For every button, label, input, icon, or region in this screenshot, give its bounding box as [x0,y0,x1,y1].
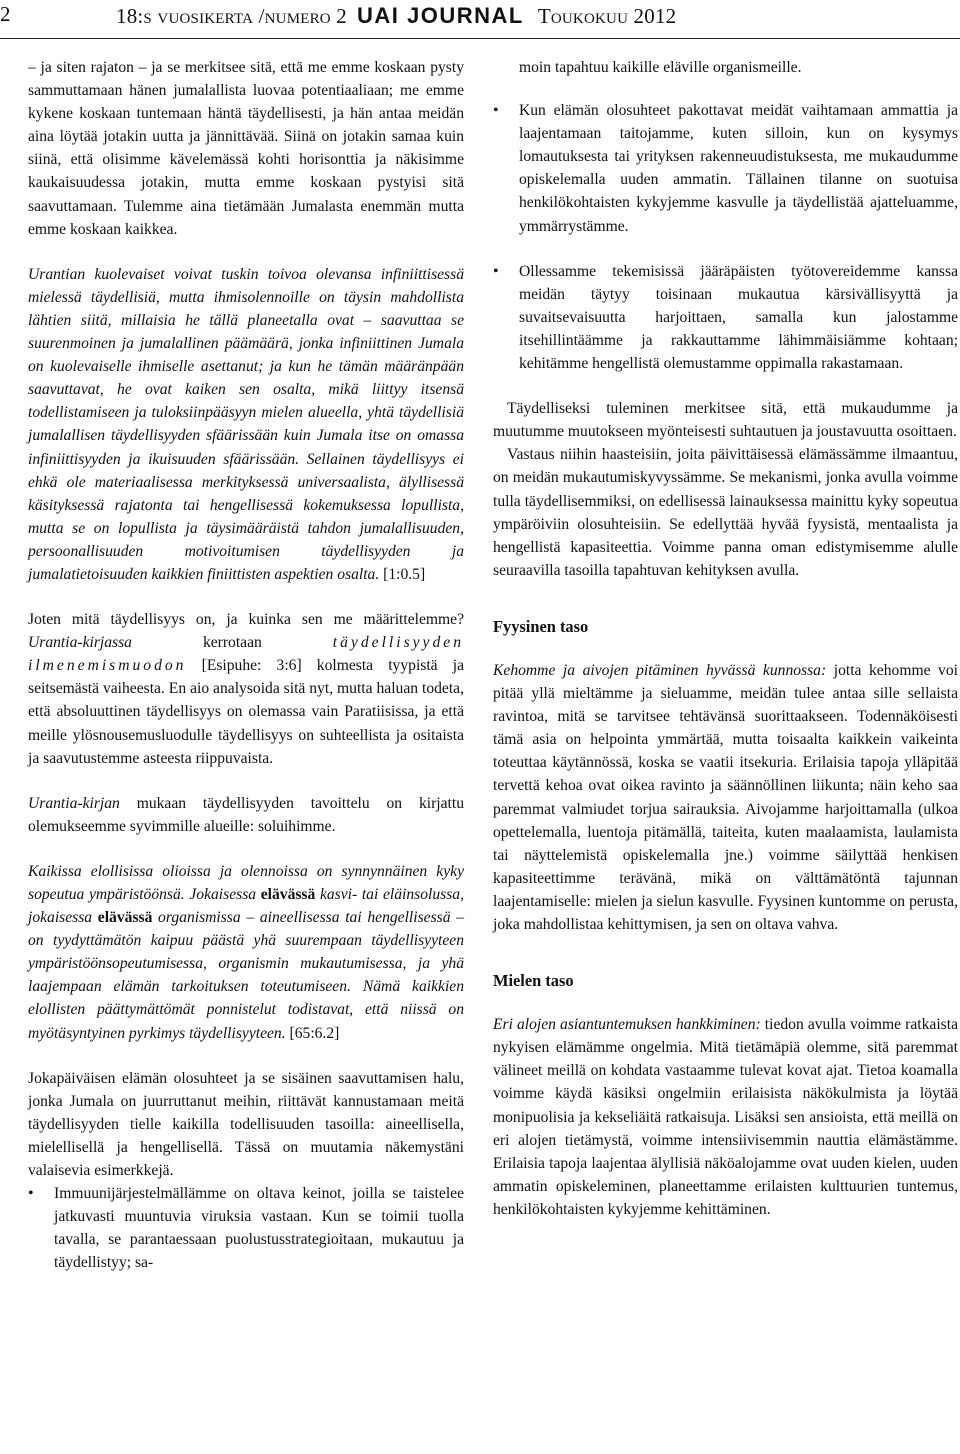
section-heading: Fyysinen taso [493,616,589,636]
paragraph: Vastaus niihin haasteisiin, joita päivittäisessä elämässämme ilmaantuu, on meidän mukautumiskyvyssämme. Se mekanismi, jonka avulla voimme tulla täydellisemmiksi, on edellisessä lainauksessa mainittu kyky sopeutua ympäröiviin olosuhteisiin. Se edellyttää hyvää fyysistä, mentaalista ja hengellistä kapasiteettia. Voimme panna oman edistymisemme alulle seuraavilla tasoilla tapahtuvan kehityksen avulla. [493,446,958,579]
text-run: jotta kehomme voi pitää yllä mieltämme ja sieluamme, meidän tulee antaa sille sellaista ravintoa, mitä se tarvitsee tehtävänsä suorittaakseen. Todennäköisesti tämä asia on helpointa ymmärtää, mutta toisaalta kaikkein vaikeinta toteuttaa käytännössä, koska se vaatii itsekuria. Erilaisia tapoja ylläpitää tervettä kehoa ovat oikea ravinto ja säännöllinen liikunta; näin keho saa paremmat valmiudet torjua sairauksia. Aivojamme harjoittamalla (ulkoa opettelemalla, luentoja pitämällä, taiteita, kuten maalaamista, laulamista tai näyttelemistä opiskelemalla jne.) voimme säilyttää henkisen kapasiteettimme terävänä, mikä on välttämätöntä tajunnan laajentamiselle: mielen ja sielun kasvulle. Fyysinen kuntomme on perusta, joka mahdollistaa kehittymisen, ja sen on oltava vahva. [493,661,958,933]
quote-reference: [65:6.2] [289,1024,340,1042]
bullet-list [28,1182,464,1274]
list-item: • Immuunijärjestelmällämme on oltava keinot, joilla se taistelee jatkuvasti muuntuvia viruksia vastaan. Kun se toimii tuolla tavalla, se parantaessaan puolustusstrategioitaan, mukautuu ja täydellistyy; sa- [28,1182,464,1274]
book-title: Urantia-kirjan [28,794,120,812]
left-column [28,56,464,1275]
running-header [0,0,960,44]
paragraph: – ja siten rajaton – ja se merkitsee sitä, että me emme koskaan pysty sammuttamaan hänen jumalallista luovaa potentiaaliaan; me emme kykene koskaan tuntemaan häntä täydellisesti, ja hän antaa meidän aina löytää jotakin uutta ja jännittävää. Siinä on jotakin samaa kuin siinä, että olisimme kävelemässä kohti horisonttia ja näkisimme kaukaisuudessa jotakin, mutta emme koskaan pystyisi sitä saavuttamaan. Tulemme aina tietämään Jumalasta enemmän mutta emme koskaan kaikkea. [28,59,464,238]
quote-text: kasvi- tai eläinsolussa, jokaisessa [28,886,464,927]
emphasized-term: täydellisyyden ilmenemismuodon [28,634,464,675]
issue-label: 18:s vuosikerta /numero 2 [116,4,347,28]
book-title: Urantia-kirjassa [28,634,132,652]
bold-term: elävässä [97,909,153,927]
journal-title: UAI JOURNAL [357,3,524,28]
quote-text: Urantian kuolevaiset voivat tuskin toivoa olevansa infiniittisessä mielessä täydellisiä, mutta ihmisolennoille on täysin mahdollista lähtien siitä, millaisia he tällä planeetalla ovat – saavuttaa se suurenmoinen ja jumalallinen päämäärä, jonka infiniittinen Jumala on kuolevaiselle ihmiselle asettanut; ja kun he tämän määränpään saavuttavat, he ovat kaiken sen osalta, mikä liittyy itsensä todellistamiseen ja tuloksiinpääsyyn mielen alueella, yhtä täydellisiä jumalallisen täydellisyyden sfäärissään kuin Jumala itse on omassa infiniittisyyden ja ikuisuuden sfäärissään. Sellainen täydellisyys ei ehkä ole materiaalisessa merkityksessä universaalista, älyllisessä käsityksessä rajatonta tai hengellisessä kokemuksessa lopullista, mutta se on lopullista ja täysimääräistä tahdon jumalallisuuden, persoonallisuuden motivoitumisen täydellisyyden ja jumalatietoisuuden kaikkien finiittisten aspektien osalta. [28,265,464,583]
paragraph: Jokapäiväisen elämän olosuhteet ja se sisäinen saavuttamisen halu, jonka Jumala on juurruttanut meihin, riittävät kannustamaan meitä täydellisyyden tielle kaikilla todellisuuden tasoilla: aineellisella, mielellisellä ja hengellisellä. Tässä on muutamia näkemystäni valaisevia esimerkkejä. [28,1069,464,1180]
paragraph [493,659,958,936]
paragraph [28,608,464,770]
quote-reference: [1:0.5] [383,565,426,583]
quote-text: Kaikissa elollisissa olioissa ja olennoissa on synnynnäinen kyky sopeutua ympäristöönsä. Jokaisessa [28,862,464,903]
header-rule [0,38,960,39]
paragraph: moin tapahtuu kaikille eläville organismeille. [519,59,802,76]
paragraph: Täydelliseksi tuleminen merkitsee sitä, että mukaudumme ja muutumme muutokseen myönteisesti suhtautuen ja joustavuutta osoittaen. [493,400,958,441]
text-run: tiedon avulla voimme ratkaista nykyisen elämämme ongelmia. Mitä tietämäpiä olemme, sitä paremmat välineet meillä on kohdata vastaamme tulevat kovat ajat. Tietoa koamalla voimme käydä käsiksi ongelmiin erilaisista näkökulmista ja löytää monipuolisia ja kekseliäitä ratkaisuja. Lisäksi sen ansioista, että meillä on eri alojen tietämystä, voimme intensiivisemmin nauttia elämästämme. Erilaisia tapoja laajentaa älyllisiä näköalojamme ovat uuden kielen, uuden ammatin opiskeleminen, planeettamme erilaisten kulttuurien tuntemus, henkilökohtaisten kykyjemme kehittäminen. [493,1016,958,1218]
bold-term: elävässä [260,886,316,903]
issue-date: Toukokuu 2012 [537,4,677,28]
text-run: [Esipuhe: 3:6] kolmesta tyypistä ja seitsemästä vaiheesta. En aio analysoida sitä nyt, mutta haluan todeta, että absoluuttinen täydellisyys on olemassa vain Paratiisissa, ja että meille ylösnousemusluodulle täydellisyys on suhteellista ja ositaista ja saavutustemme asteesta riippuvaista. [28,657,464,767]
paragraph [28,792,464,838]
text-run: Joten mitä täydellisyys on, ja kuinka sen me määrittelemme? [28,611,464,629]
list-item: • Ollessamme tekemisissä jääräpäisten työtovereidemme kanssa meidän täytyy toisinaan mukautua kärsivällisyyttä ja suvaitsevaisuutta harjoittaen, samalla kun jalostamme itsehillintäämme ja rakkauttamme lähimmäisiämme kohtaan; kehitämme hengellistä olemustamme oppimalla rakastamaan. [493,260,958,375]
block-quote [28,860,464,1045]
lead-in: Eri alojen asiantuntemuksen hankkiminen: [493,1016,761,1034]
list-item: • Kun elämän olosuhteet pakottavat meidät vaihtamaan ammattia ja laajentamaan taitojamme, kuten silloin, kun on kysymys lomautuksesta tai yrityksen rakenneuudistuksesta, me mukaudumme opiskelemalla uuden ammatin. Tällainen tilanne on suotuisa henkilökohtaisten kykyjemme kasvulle ja täydellistää ajatteluamme, ymmärrystämme. [493,99,958,238]
header-line [116,3,676,29]
section-heading: Mielen taso [493,971,574,991]
page-number: 2 [0,2,11,26]
bullet-list [493,99,958,375]
text-run: mukaan täydellisyyden tavoittelu on kirjattu olemukseemme syvimmille alueille: soluihimme. [28,794,464,835]
lead-in: Kehomme ja aivojen pitäminen hyvässä kunnossa: [493,661,827,679]
text-run: kerrotaan [131,634,333,652]
quote-text: organismissa – aineellisessa tai hengellisessä – on tyydyttämätön kaipuu päästä yhä suurempaan täydellisyyteen ympäristöönsopeutumisessa, organismin mukautumisessa, ja yhä laajempaan elämän tarkoituksen toteutumiseen. Nämä kaikkien elollisten päättymättömät ponnistelut todistavat, että niissä on myötäsyntyinen pyrkimys täydellisyyteen. [28,909,464,1042]
paragraph [493,1013,958,1221]
right-column [493,56,958,1221]
block-quote [28,263,464,586]
